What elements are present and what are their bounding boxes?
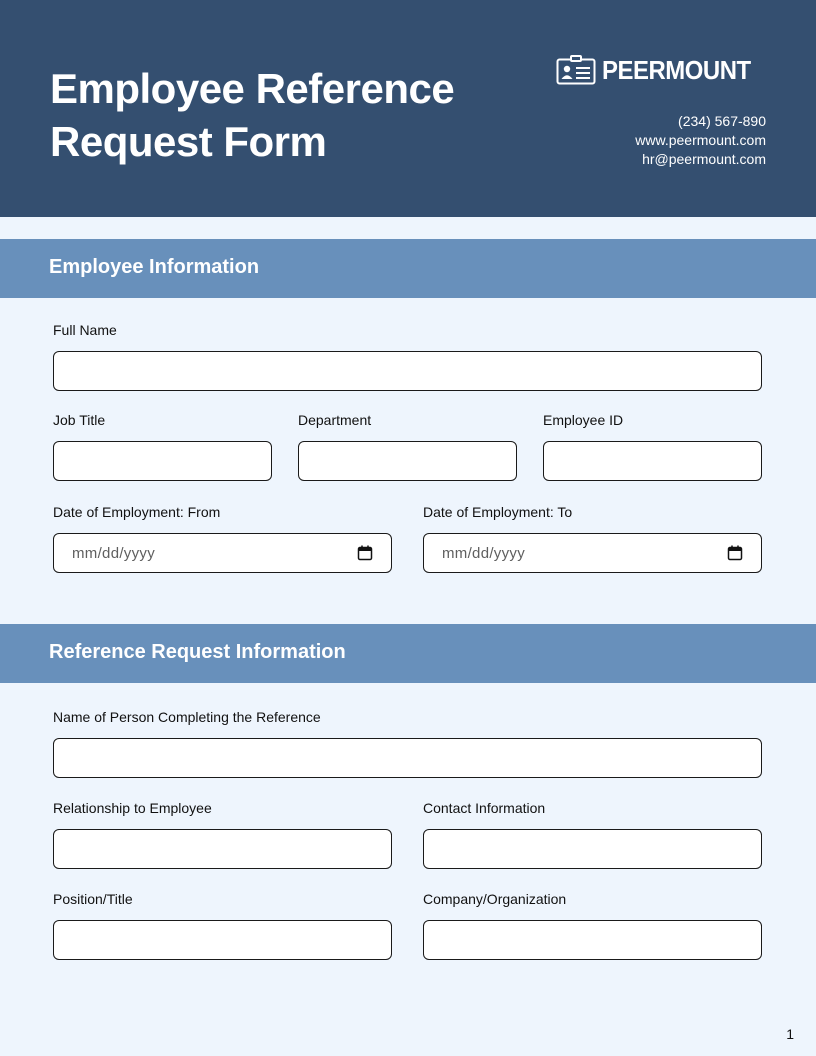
company-organization-input[interactable]: [423, 920, 762, 960]
page-number: 1: [786, 1026, 794, 1042]
section-title: Employee Information: [49, 256, 260, 278]
position-title-label: Position/Title: [53, 891, 133, 907]
page-title-line-1: Employee Reference: [50, 65, 455, 112]
section-title: Reference Request Information: [49, 641, 346, 663]
page-header: [0, 0, 816, 217]
id-card-icon: [556, 54, 596, 86]
full-name-input[interactable]: [53, 351, 762, 391]
calendar-icon[interactable]: [727, 545, 743, 561]
brand-logo: [556, 54, 764, 86]
date-to-input[interactable]: [423, 533, 762, 573]
date-from-input[interactable]: [53, 533, 392, 573]
job-title-input[interactable]: [53, 441, 272, 481]
date-to-placeholder: mm/dd/yyyy: [442, 544, 526, 562]
position-title-input[interactable]: [53, 920, 392, 960]
calendar-icon[interactable]: [357, 545, 373, 561]
brand-name: PEERMOUNT: [602, 54, 752, 85]
reference-name-input[interactable]: [53, 738, 762, 778]
relationship-input[interactable]: [53, 829, 392, 869]
contact-information-input[interactable]: [423, 829, 762, 869]
section-reference-request-information: [0, 624, 816, 683]
contact-information-label: Contact Information: [423, 800, 546, 816]
page-title-line-2: Request Form: [50, 118, 327, 165]
contact-phone: (234) 567-890: [678, 113, 766, 129]
employee-id-label: Employee ID: [543, 412, 624, 428]
reference-name-label: Name of Person Completing the Reference: [53, 709, 321, 725]
department-input[interactable]: [298, 441, 517, 481]
job-title-label: Job Title: [53, 412, 106, 428]
date-from-placeholder: mm/dd/yyyy: [72, 544, 156, 562]
contact-website: www.peermount.com: [635, 132, 766, 148]
contact-info: [635, 112, 766, 169]
relationship-label: Relationship to Employee: [53, 800, 212, 816]
section-employee-information: [0, 239, 816, 298]
page-title: [50, 62, 454, 168]
contact-email: hr@peermount.com: [642, 151, 766, 167]
department-label: Department: [298, 412, 372, 428]
full-name-label: Full Name: [53, 322, 117, 338]
date-to-label: Date of Employment: To: [423, 504, 573, 520]
company-organization-label: Company/Organization: [423, 891, 567, 907]
date-from-label: Date of Employment: From: [53, 504, 221, 520]
employee-id-input[interactable]: [543, 441, 762, 481]
